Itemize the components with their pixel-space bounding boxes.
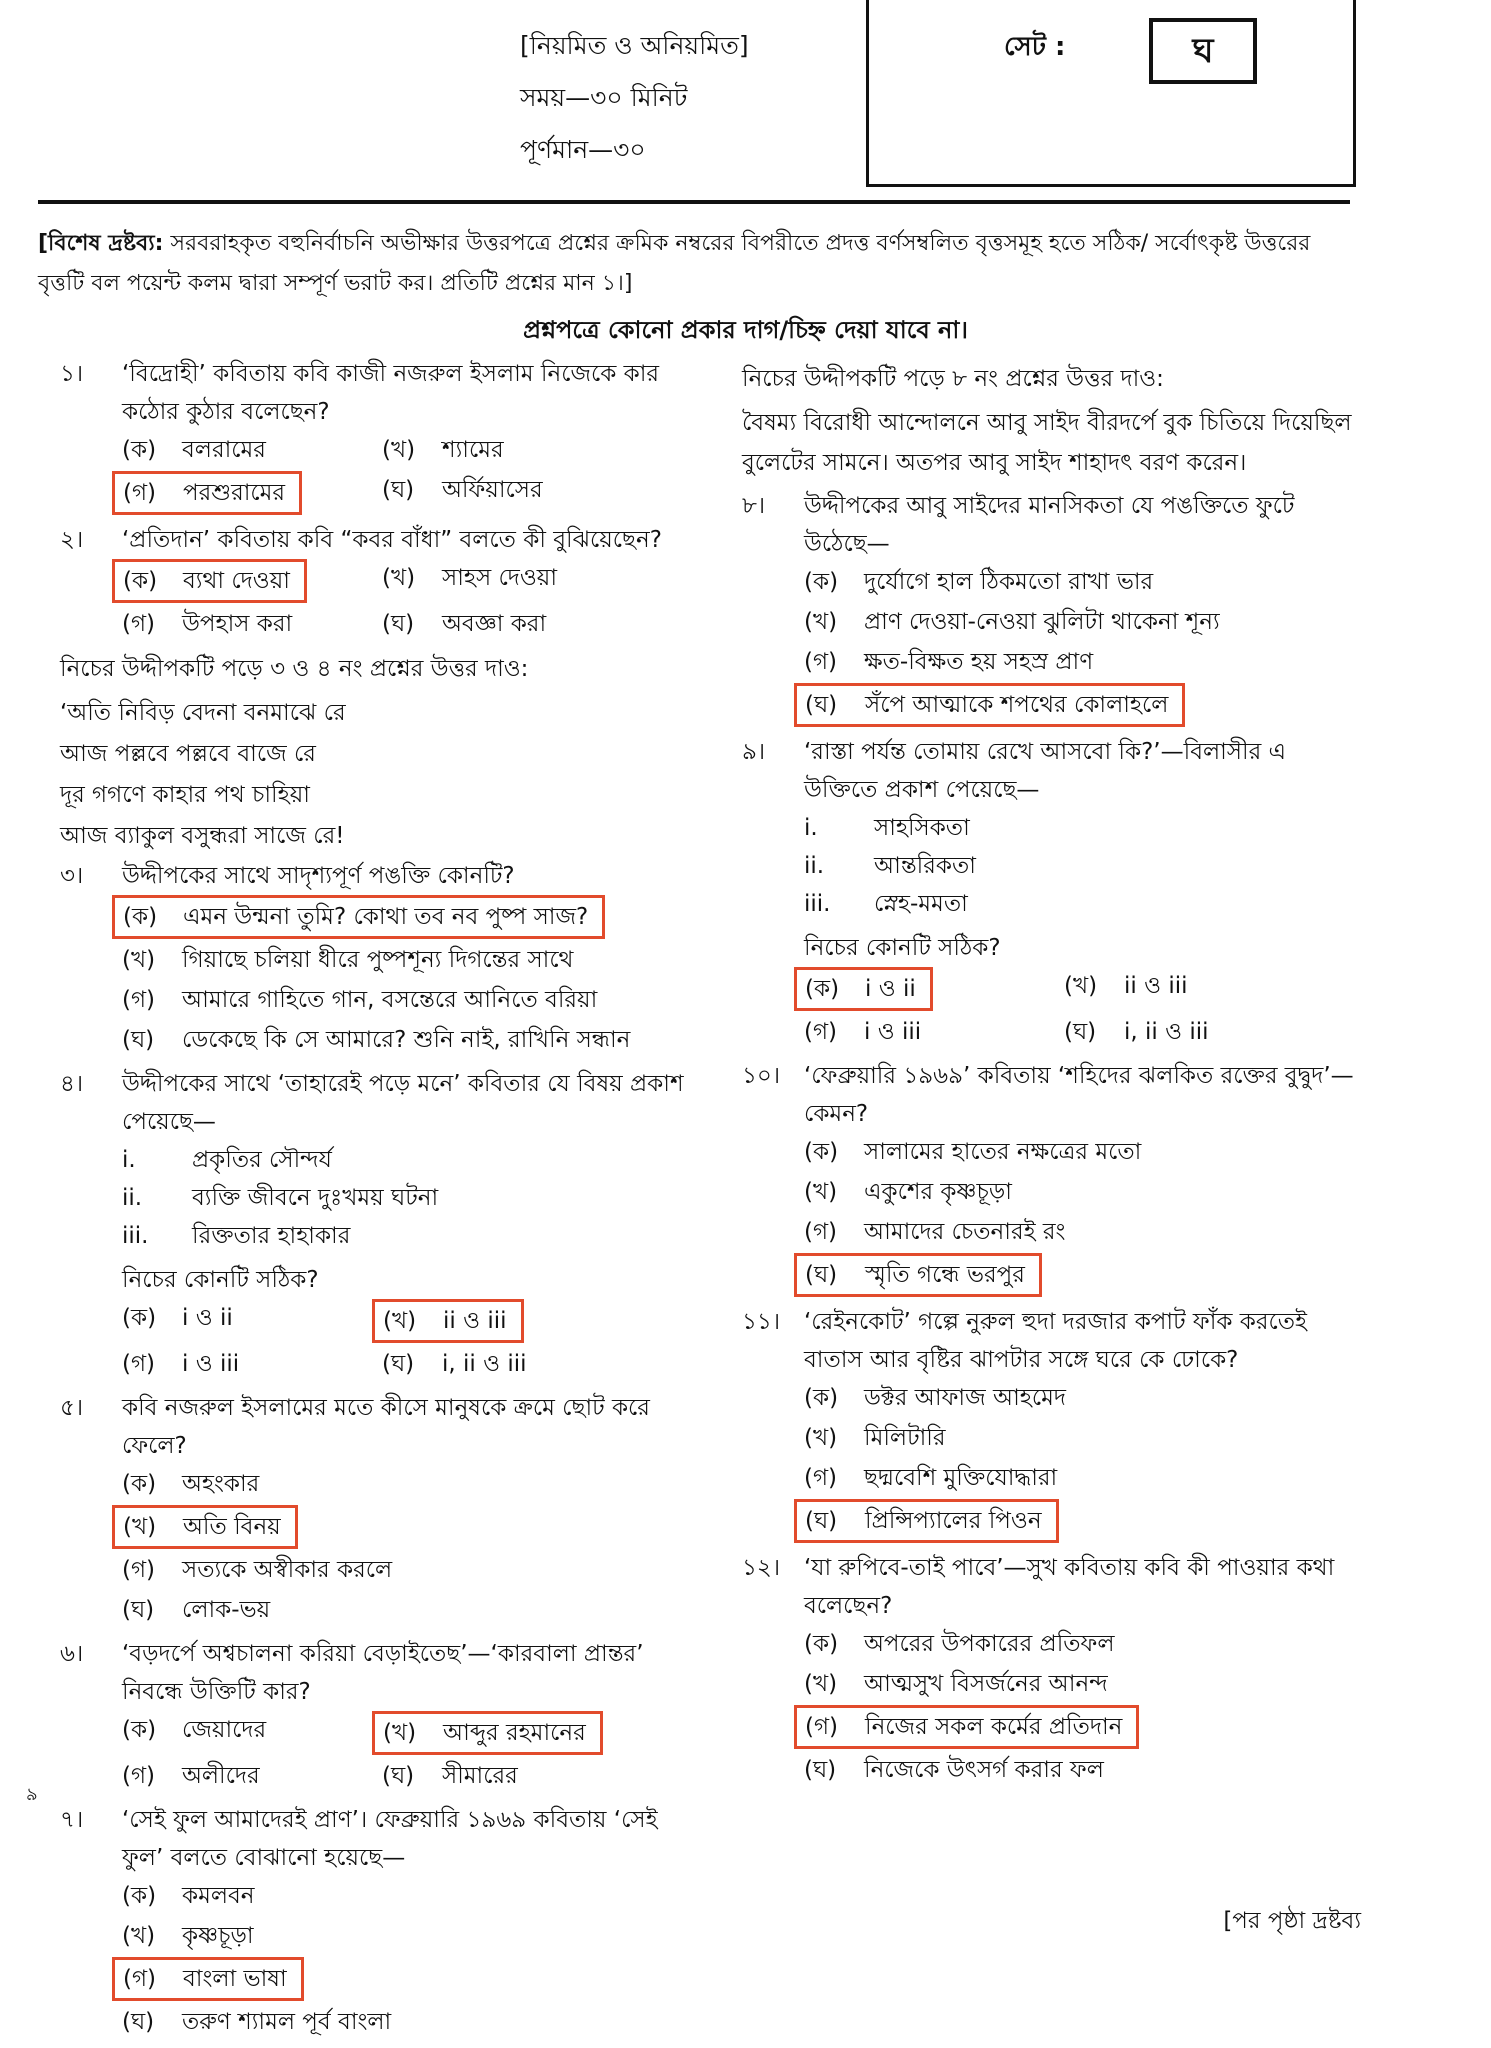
option-ga-marked: (গ) বাংলা ভাষা [112,1957,304,2001]
option-ka: (ক) অপরের উপকারের প্রতিফল [804,1631,1115,1657]
option-kha-marked: (খ) ii ও iii [372,1299,524,1343]
option-ka: (ক) i ও ii [122,1305,233,1331]
question-number: ১০। [742,1063,781,1089]
question-3 [60,857,700,1059]
question-12 [742,1549,1362,1789]
option-kha-marked: (খ) অতি বিনয় [112,1505,298,1549]
options [804,1625,1362,1789]
which-correct: নিচের কোনটি সঠিক? [804,935,1001,961]
options [804,1133,1362,1297]
question-text: ‘সেই ফুল আমাদেরই প্রাণ’। ফেব্রুয়ারি ১৯৬৯ কবিতায় ‘সেই ফুল’ বলতে বোঝানো হয়েছে— [122,1807,658,1871]
option-ka: (ক) ডক্টর আফাজ আহমেদ [804,1385,1066,1411]
question-6 [60,1635,700,1795]
question-number: ১২। [742,1555,781,1581]
option-ga: (গ) উপহাস করা [122,611,293,637]
right-column [742,355,1362,1795]
question-number: ৫। [60,1395,84,1421]
poem-line: ‘অতি নিবিড় বেদনা বনমাঝে রে [60,700,346,726]
option-ka: (ক) বলরামের [122,437,266,463]
option-kha: (খ) একুশের কৃষ্ণচূড়া [804,1179,1012,1205]
option-ka: (ক) কমলবন [122,1883,255,1909]
option-kha: (খ) ii ও iii [1064,973,1188,999]
options [122,1465,700,1629]
option-ga: (গ) ছদ্মবেশি মুক্তিযোদ্ধারা [804,1465,1058,1491]
options [804,1379,1362,1543]
option-gha: (ঘ) অবজ্ঞা করা [382,611,547,637]
statement-item: ii. ব্যক্তি জীবনে দুঃখময় ঘটনা [122,1185,439,1211]
question-text: ‘রাস্তা পর্যন্ত তোমায় রেখে আসবো কি?’—বিলাসীর এ উক্তিতে প্রকাশ পেয়েছে— [804,739,1287,803]
option-ka-marked: (ক) এমন উন্মনা তুমি? কোথা তব নব পুষ্প সাজ? [112,895,605,939]
options [122,895,700,1059]
option-kha: (খ) প্রাণ দেওয়া-নেওয়া ঝুলিটা থাকেনা শূন্য [804,609,1220,635]
option-ga-marked: (গ) নিজের সকল কর্মের প্রতিদান [794,1705,1139,1749]
stimulus-instruction: নিচের উদ্দীপকটি পড়ে ৩ ও ৪ নং প্রশ্নের উত্তর দাও: [60,656,529,682]
option-ka: (ক) জেয়াদের [122,1717,267,1743]
question-number: ৩। [60,863,84,889]
set-value: ঘ [1149,18,1257,84]
question-text: উদ্দীপকের আবু সাইদের মানসিকতা যে পঙক্তিতে ফুটে উঠেছে— [804,493,1295,557]
option-ga: (গ) অলীদের [122,1763,260,1789]
option-kha: (খ) মিলিটারি [804,1425,946,1451]
question-number: ২। [60,527,84,553]
option-kha: (খ) শ্যামের [382,437,504,463]
options [804,563,1362,727]
stimulus-instruction: নিচের উদ্দীপকটি পড়ে ৮ নং প্রশ্নের উত্তর দাও: [742,366,1164,392]
left-column [60,355,700,2047]
stimulus-poem [60,693,700,857]
question-5 [60,1389,700,1629]
instructions-text: সরবরাহকৃত বহুনির্বাচনি অভীক্ষার উত্তরপত্রে প্রশ্নের ক্রমিক নম্বরের বিপরীতে প্রদত্ত বর্ণসম্বলিত বৃত্তসমূহ হতে সঠিক/ সর্বোৎকৃষ্ট উত্তরের বৃত্তটি বল পয়েন্ট কলম দ্বারা সম্পূর্ণ ভরাট কর। প্রতিটি প্রশ্নের মান ১।] [38,231,1311,296]
question-text: উদ্দীপকের সাথে সাদৃশ্যপূর্ণ পঙক্তি কোনটি? [122,863,515,889]
stimulus-passage: বৈষম্য বিরোধী আন্দোলনে আবু সাইদ বীরদর্পে বুক চিতিয়ে দিয়েছিল বুলেটের সামনে। অতপর আবু সাইদ শাহাদৎ বরণ করেন। [742,410,1352,476]
poem-line: দূর গগণে কাহার পথ চাহিয়া [60,782,310,808]
option-kha: (খ) কৃষ্ণচূড়া [122,1923,254,1949]
question-number: ৬। [60,1641,84,1667]
option-ka: (ক) অহংকার [122,1471,260,1497]
question-text: ‘বিদ্রোহী’ কবিতায় কবি কাজী নজরুল ইসলাম নিজেকে কার কঠোর কুঠার বলেছেন? [122,361,660,425]
question-number: ৮। [742,493,766,519]
question-text: উদ্দীপকের সাথে ‘তাহারেই পড়ে মনে’ কবিতার যে বিষয় প্রকাশ পেয়েছে— [122,1071,684,1135]
option-kha: (খ) সাহস দেওয়া [382,565,558,591]
question-number: ১১। [742,1309,781,1335]
no-marks-notice: প্রশ্নপত্রে কোনো প্রকার দাগ/চিহ্ন দেয়া যাবে না। [523,316,968,344]
option-gha-marked: (ঘ) সঁপে আত্মাকে শপথের কোলাহলে [794,683,1185,727]
margin-mark: ৯ [26,1784,38,1805]
question-4 [60,1065,700,1383]
options [122,431,700,515]
option-gha: (ঘ) ডেকেছে কি সে আমারে? শুনি নাই, রাখিনি সন্ধান [122,1027,631,1053]
statement-item: i. প্রকৃতির সৌন্দর্য [122,1147,332,1173]
poem-line: আজ পল্লবে পল্লবে বাজে রে [60,741,316,767]
option-ga: (গ) আমাদের চেতনারই রং [804,1219,1066,1245]
option-ga: (গ) i ও iii [122,1351,240,1377]
question-1 [60,355,700,515]
option-ga: (গ) আমারে গাহিতে গান, বসন্তেরে আনিতে বরিয়া [122,987,598,1013]
options [804,967,1362,1051]
question-11 [742,1303,1362,1543]
option-kha: (খ) আত্মসুখ বিসর্জনের আনন্দ [804,1671,1108,1697]
statement-item: i. সাহসিকতা [804,815,970,841]
poem-line: আজ ব্যাকুল বসুন্ধরা সাজে রে! [60,823,345,849]
question-2 [60,521,700,643]
option-ga: (গ) i ও iii [804,1019,922,1045]
option-ka-marked: (ক) i ও ii [794,967,933,1011]
question-10 [742,1057,1362,1297]
question-number: ১। [60,361,84,387]
option-ka: (ক) দুর্যোগে হাল ঠিকমতো রাখা ভার [804,569,1154,595]
option-gha-marked: (ঘ) স্মৃতি গন্ধে ভরপুর [794,1253,1042,1297]
question-8 [742,487,1362,727]
set-panel [866,0,1356,187]
question-number: ৭। [60,1807,84,1833]
option-gha: (ঘ) সীমারের [382,1763,518,1789]
question-text: কবি নজরুল ইসলামের মতে কীসে মানুষকে ক্রমে ছোট করে ফেলে? [122,1395,650,1459]
exam-header [520,20,749,176]
instructions-title: [বিশেষ দ্রষ্টব্য: [38,231,164,256]
option-ga: (গ) ক্ষত-বিক্ষত হয় সহস্র প্রাণ [804,649,1094,675]
question-7 [60,1801,700,2041]
statement-item: ii. আন্তরিকতা [804,853,976,879]
option-ka: (ক) সালামের হাতের নক্ষত্রের মতো [804,1139,1142,1165]
options [122,1299,700,1383]
question-text: ‘বড়দর্পে অশ্বচালনা করিয়া বেড়াইতেছ’—‘কারবালা প্রান্তর’ নিবন্ধে উক্তিটি কার? [122,1641,644,1705]
which-correct: নিচের কোনটি সঠিক? [122,1267,319,1293]
exam-type: [নিয়মিত ও অনিয়মিত] [520,31,749,60]
option-gha: (ঘ) নিজেকে উৎসর্গ করার ফল [804,1757,1104,1783]
options [122,559,700,643]
options [122,1877,700,2041]
exam-marks: পূর্ণমান—৩০ [520,135,646,164]
question-number: ৯। [742,739,766,765]
options [122,1711,700,1795]
option-kha-marked: (খ) আব্দুর রহমানের [372,1711,603,1755]
statement-list [804,809,1362,923]
question-text: ‘রেইনকোট’ গল্পে নুরুল হুদা দরজার কপাট ফাঁক করতেই বাতাস আর বৃষ্টির ঝাপটার সঙ্গে ঘরে কে ঢোকে? [804,1309,1308,1373]
header-rule [38,200,1350,204]
instructions [38,224,1350,304]
option-gha: (ঘ) অর্ফিয়াসের [382,477,543,503]
next-page-note: [পর পৃষ্ঠা দ্রষ্টব্য [1223,1908,1361,1934]
statement-list [122,1141,700,1255]
statement-item: iii. স্নেহ-মমতা [804,891,968,917]
option-ga: (গ) সত্যকে অস্বীকার করলে [122,1557,393,1583]
question-number: ৪। [60,1071,84,1097]
option-gha: (ঘ) i, ii ও iii [1064,1019,1209,1045]
question-text: ‘ফেব্রুয়ারি ১৯৬৯’ কবিতায় ‘শহিদের ঝলকিত রক্তের বুদ্বুদ’—কেমন? [804,1063,1354,1127]
option-gha: (ঘ) লোক-ভয় [122,1597,271,1623]
option-gha: (ঘ) i, ii ও iii [382,1351,527,1377]
option-gha-marked: (ঘ) প্রিন্সিপ্যালের পিওন [794,1499,1059,1543]
option-gha: (ঘ) তরুণ শ্যামল পূর্ব বাংলা [122,2009,392,2035]
option-kha: (খ) গিয়াছে চলিয়া ধীরে পুষ্পশূন্য দিগন্তের সাথে [122,947,574,973]
question-text: ‘যা রুপিবে-তাই পাবে’—সুখ কবিতায় কবি কী পাওয়ার কথা বলেছেন? [804,1555,1335,1619]
question-text: ‘প্রতিদান’ কবিতায় কবি “কবর বাঁধা” বলতে কী বুঝিয়েছেন? [122,527,662,553]
question-9 [742,733,1362,1051]
exam-time: সময়—৩০ মিনিট [520,83,688,112]
option-ga-marked: (গ) পরশুরামের [112,471,302,515]
option-ka-marked: (ক) ব্যথা দেওয়া [112,559,307,603]
set-label: সেট : [1004,32,1066,62]
statement-item: iii. রিক্ততার হাহাকার [122,1223,351,1249]
